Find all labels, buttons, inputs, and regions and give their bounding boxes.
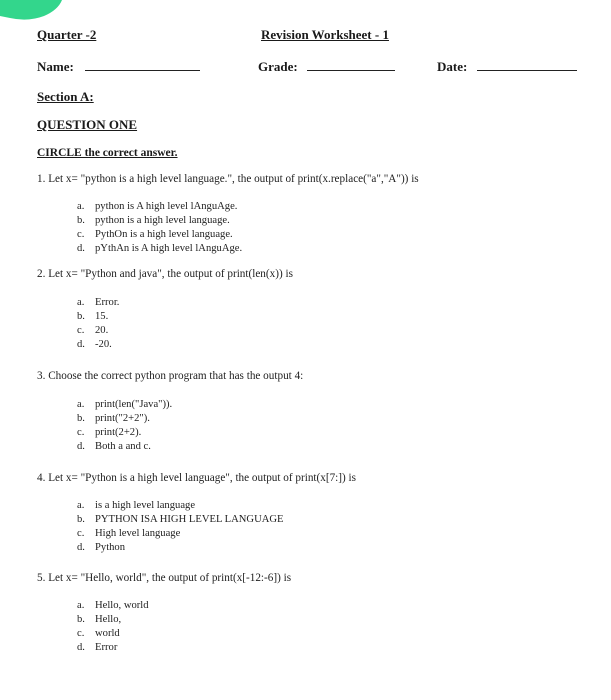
grade-label: Grade: xyxy=(258,59,298,74)
q2-option-b: b. 15. xyxy=(77,311,109,322)
q3-option-a: a. print(len("Java")). xyxy=(77,399,173,410)
question-1: 1. Let x= "python is a high level language.", the output of print(x.replace("a","A")) is xyxy=(37,173,419,185)
question-heading: QUESTION ONE xyxy=(37,117,138,132)
q4-option-a: a. is a high level language xyxy=(77,500,196,511)
q1-option-d: d. pYthAn is A high level lAnguAge. xyxy=(77,243,243,254)
q4-option-d: d. Python xyxy=(77,542,126,553)
date-blank xyxy=(477,60,577,71)
q1-option-a: a. python is A high level lAnguAge. xyxy=(77,201,238,212)
question-5: 5. Let x= "Hello, world", the output of print(x[-12:-6]) is xyxy=(37,572,292,584)
name-field xyxy=(37,59,200,75)
q5-option-a: a. Hello, world xyxy=(77,600,149,611)
q2-option-d: d. -20. xyxy=(77,339,112,350)
q5-option-c: c. world xyxy=(77,628,120,639)
q2-option-c: c. 20. xyxy=(77,325,109,336)
q4-option-b: b. PYTHON ISA HIGH LEVEL LANGUAGE xyxy=(77,514,284,525)
grade-blank xyxy=(307,60,395,71)
question-4: 4. Let x= "Python is a high level language", the output of print(x[7:]) is xyxy=(37,472,357,484)
highlighter-mark xyxy=(0,0,70,22)
q3-option-c: c. print(2+2). xyxy=(77,427,142,438)
date-label: Date: xyxy=(437,59,468,74)
q2-option-a: a. Error. xyxy=(77,297,120,308)
q4-option-c: c. High level language xyxy=(77,528,181,539)
q1-option-c: c. PythOn is a high level language. xyxy=(77,229,233,240)
grade-field xyxy=(258,59,395,75)
question-2: 2. Let x= "Python and java", the output of print(len(x)) is xyxy=(37,268,293,280)
name-label: Name: xyxy=(37,59,74,74)
date-field xyxy=(437,59,577,75)
q5-option-d: d. Error xyxy=(77,642,118,653)
worksheet-title: Revision Worksheet - 1 xyxy=(261,27,389,42)
q1-option-b: b. python is a high level language. xyxy=(77,215,230,226)
section-heading: Section A: xyxy=(37,89,94,104)
q3-option-b: b. print("2+2"). xyxy=(77,413,150,424)
instruction: CIRCLE the correct answer. xyxy=(37,147,178,159)
quarter-label: Quarter -2 xyxy=(37,27,97,42)
name-blank xyxy=(85,60,200,71)
q3-option-d: d. Both a and c. xyxy=(77,441,151,452)
question-3: 3. Choose the correct python program that has the output 4: xyxy=(37,370,304,382)
q5-option-b: b. Hello, xyxy=(77,614,122,625)
